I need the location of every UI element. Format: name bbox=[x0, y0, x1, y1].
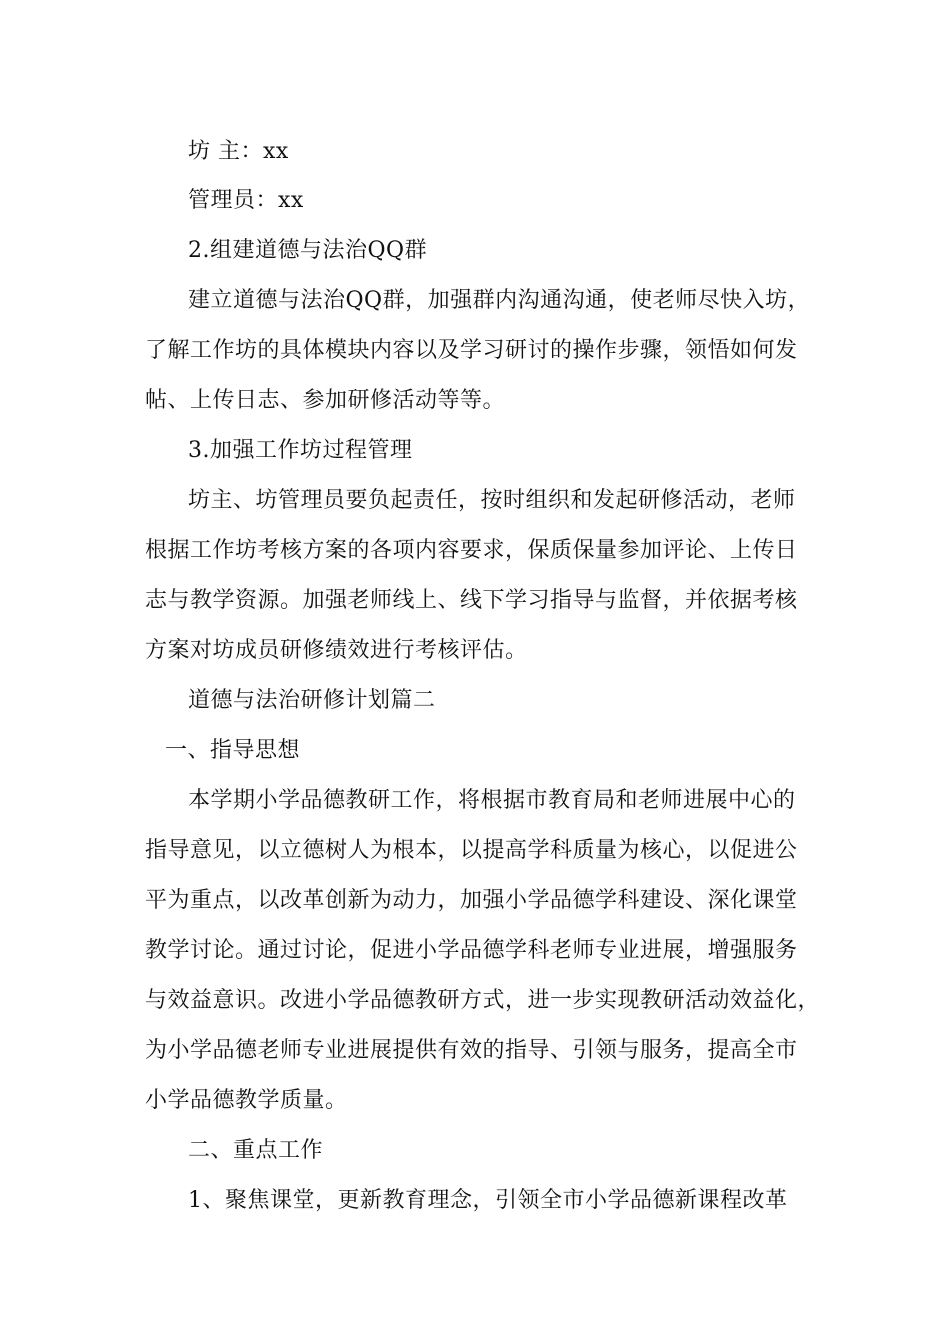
paragraph-line: 指导意见，以立德树人为根本，以提高学科质量为核心，以促进公 bbox=[145, 838, 798, 863]
subheading: 2.组建道德与法治QQ群 bbox=[188, 238, 428, 263]
admin-line: 管理员：xx bbox=[188, 188, 304, 213]
subheading: 3.加强工作坊过程管理 bbox=[188, 438, 413, 463]
paragraph-line: 与效益意识。改进小学品德教研方式，进一步实现教研活动效益化， bbox=[145, 988, 821, 1013]
paragraph-line: 志与教学资源。加强老师线上、线下学习指导与监督，并依据考核 bbox=[145, 588, 798, 613]
section-heading: 二、重点工作 bbox=[188, 1138, 324, 1163]
paragraph-line: 平为重点，以改革创新为动力，加强小学品德学科建设、深化课堂 bbox=[145, 888, 798, 913]
paragraph-line: 小学品德教学质量。 bbox=[145, 1088, 348, 1113]
paragraph-line: 教学讨论。通过讨论，促进小学品德学科老师专业进展，增强服务 bbox=[145, 938, 798, 963]
paragraph-line: 了解工作坊的具体模块内容以及学习研讨的操作步骤，领悟如何发 bbox=[145, 338, 798, 363]
paragraph-line: 为小学品德老师专业进展提供有效的指导、引领与服务，提高全市 bbox=[145, 1038, 798, 1063]
paragraph-line: 建立道德与法治QQ群，加强群内沟通沟通，使老师尽快入坊， bbox=[188, 288, 811, 313]
paragraph-line: 本学期小学品德教研工作，将根据市教育局和老师进展中心的 bbox=[188, 788, 796, 813]
paragraph-line: 1、聚焦课堂，更新教育理念，引领全市小学品德新课程改革 bbox=[188, 1188, 788, 1213]
leader-line: 坊 主：xx bbox=[188, 139, 289, 164]
paragraph-line: 坊主、坊管理员要负起责任，按时组织和发起研修活动，老师 bbox=[188, 488, 796, 513]
section-heading: 一、指导思想 bbox=[165, 738, 301, 763]
paragraph-line: 帖、上传日志、参加研修活动等等。 bbox=[145, 388, 506, 413]
paragraph-line: 根据工作坊考核方案的各项内容要求，保质保量参加评论、上传日 bbox=[145, 538, 798, 563]
paragraph-line: 方案对坊成员研修绩效进行考核评估。 bbox=[145, 638, 528, 663]
section-title: 道德与法治研修计划篇二 bbox=[188, 688, 436, 713]
